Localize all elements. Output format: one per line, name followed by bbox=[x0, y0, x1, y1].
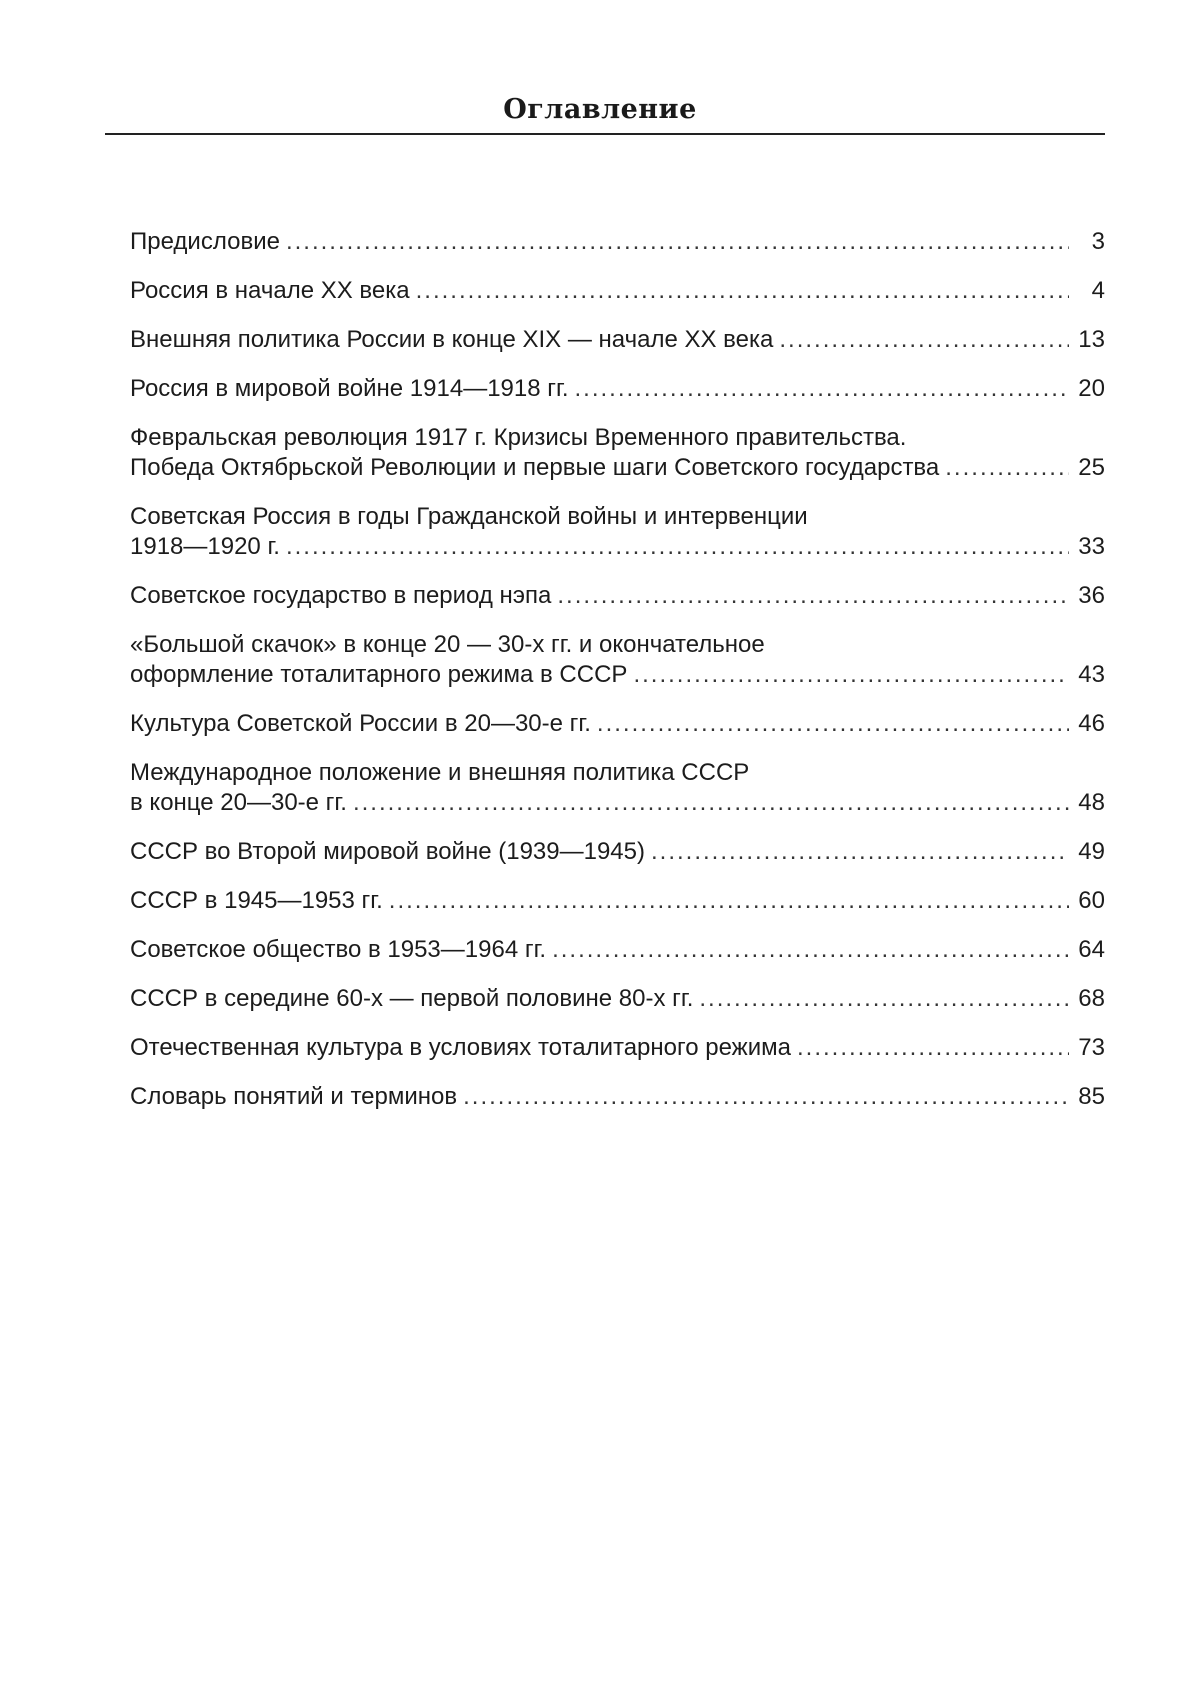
toc-entry-title: в конце 20—30-е гг. bbox=[130, 789, 347, 816]
dot-leader bbox=[597, 709, 1069, 739]
toc-page-number: 48 bbox=[1078, 789, 1105, 816]
dot-leader bbox=[557, 581, 1069, 611]
toc-entry[interactable] bbox=[130, 984, 1105, 1014]
toc-page-number: 4 bbox=[1091, 277, 1105, 304]
toc-entry-title: 1918—1920 г. bbox=[130, 533, 280, 560]
toc-page-number: 36 bbox=[1078, 582, 1105, 609]
toc-entry-title: «Большой скачок» в конце 20 — 30-х гг. и окончательное bbox=[130, 631, 765, 658]
toc-entry[interactable] bbox=[130, 423, 1105, 483]
dot-leader bbox=[353, 788, 1069, 818]
dot-leader bbox=[286, 532, 1069, 562]
toc-page-number: 25 bbox=[1078, 454, 1105, 481]
toc-page-number: 68 bbox=[1078, 985, 1105, 1012]
toc-entry[interactable] bbox=[130, 325, 1105, 355]
toc-entry-title: Культура Советской России в 20—30-е гг. bbox=[130, 710, 591, 737]
dot-leader bbox=[699, 984, 1069, 1014]
toc-page-number: 13 bbox=[1078, 326, 1105, 353]
dot-leader bbox=[945, 453, 1069, 483]
dot-leader bbox=[575, 374, 1070, 404]
toc-entry[interactable] bbox=[130, 581, 1105, 611]
toc-page-number: 85 bbox=[1078, 1083, 1105, 1110]
dot-leader bbox=[779, 325, 1069, 355]
toc-entry-title: СССР в 1945—1953 гг. bbox=[130, 887, 383, 914]
toc-entry[interactable] bbox=[130, 837, 1105, 867]
toc-entry[interactable] bbox=[130, 758, 1105, 818]
toc-page-number: 20 bbox=[1078, 375, 1105, 402]
toc-entry[interactable] bbox=[130, 709, 1105, 739]
toc-entry[interactable] bbox=[130, 276, 1105, 306]
toc-entry-title: Предисловие bbox=[130, 228, 280, 255]
toc-page-number: 3 bbox=[1091, 228, 1105, 255]
dot-leader bbox=[389, 886, 1069, 916]
toc-entry[interactable] bbox=[130, 227, 1105, 257]
toc-entry-title: Советская Россия в годы Гражданской войны и интервенции bbox=[130, 503, 808, 530]
dot-leader bbox=[416, 276, 1069, 306]
toc-entry-title: Международное положение и внешняя политика СССР bbox=[130, 759, 750, 786]
toc-entry[interactable] bbox=[130, 1033, 1105, 1063]
toc-entry[interactable] bbox=[130, 502, 1105, 562]
dot-leader bbox=[463, 1082, 1069, 1112]
toc-entry-title: Победа Октябрьской Революции и первые шаги Советского государства bbox=[130, 454, 940, 481]
table-of-contents bbox=[130, 227, 1105, 1131]
toc-entry-title: Россия в мировой войне 1914—1918 гг. bbox=[130, 375, 569, 402]
toc-entry[interactable] bbox=[130, 886, 1105, 916]
title-rule bbox=[105, 133, 1105, 135]
dot-leader bbox=[633, 660, 1069, 690]
dot-leader bbox=[797, 1033, 1069, 1063]
toc-entry[interactable] bbox=[130, 630, 1105, 690]
toc-entry-title: СССР во Второй мировой войне (1939—1945) bbox=[130, 838, 645, 865]
toc-entry-title: Внешняя политика России в конце XIX — начале XX века bbox=[130, 326, 774, 353]
toc-page-number: 46 bbox=[1078, 710, 1105, 737]
page-title: Оглавление bbox=[503, 94, 697, 125]
toc-page-number: 73 bbox=[1078, 1034, 1105, 1061]
toc-page-number: 49 bbox=[1078, 838, 1105, 865]
dot-leader bbox=[552, 935, 1069, 965]
toc-page-number: 64 bbox=[1078, 936, 1105, 963]
toc-entry-title: Словарь понятий и терминов bbox=[130, 1083, 458, 1110]
toc-entry[interactable] bbox=[130, 935, 1105, 965]
toc-entry-title: Советское общество в 1953—1964 гг. bbox=[130, 936, 547, 963]
toc-page-number: 60 bbox=[1078, 887, 1105, 914]
toc-entry-title: оформление тоталитарного режима в СССР bbox=[130, 661, 628, 688]
toc-page-number: 33 bbox=[1078, 533, 1105, 560]
toc-entry[interactable] bbox=[130, 374, 1105, 404]
toc-entry-title: Февральская революция 1917 г. Кризисы Временного правительства. bbox=[130, 424, 907, 451]
toc-page-number: 43 bbox=[1078, 661, 1105, 688]
toc-entry-title: Отечественная культура в условиях тоталитарного режима bbox=[130, 1034, 791, 1061]
toc-entry-title: Россия в начале XX века bbox=[130, 277, 410, 304]
dot-leader bbox=[651, 837, 1069, 867]
toc-entry[interactable] bbox=[130, 1082, 1105, 1112]
toc-entry-title: Советское государство в период нэпа bbox=[130, 582, 552, 609]
toc-entry-title: СССР в середине 60-х — первой половине 80-х гг. bbox=[130, 985, 694, 1012]
dot-leader bbox=[286, 227, 1069, 257]
